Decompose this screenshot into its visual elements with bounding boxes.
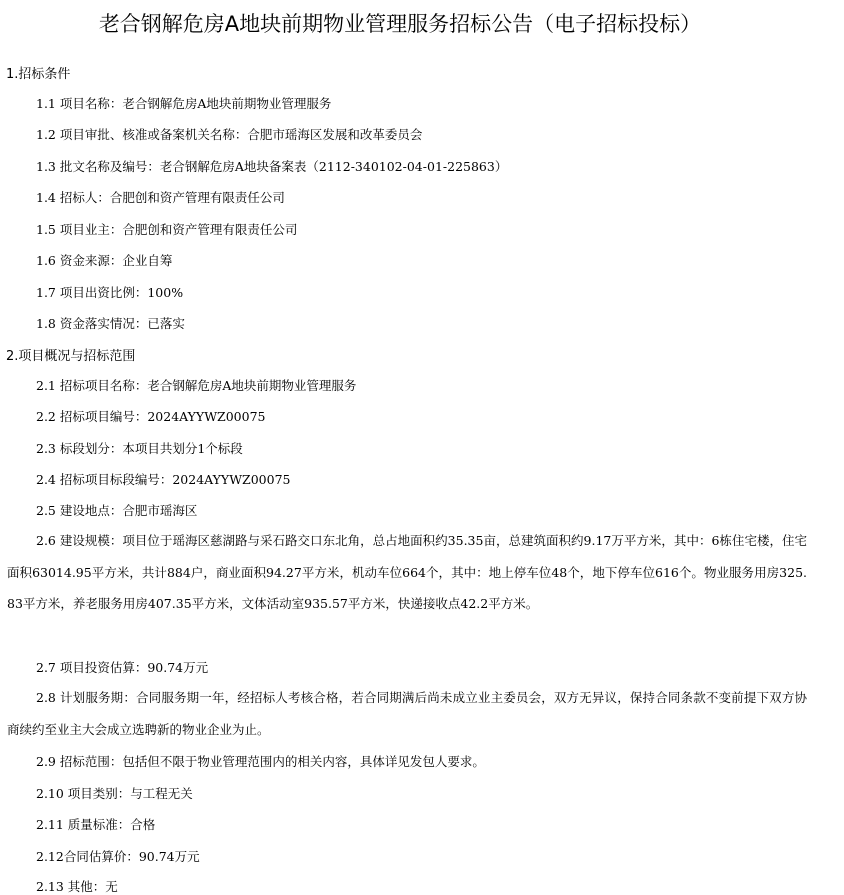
section-heading-project-overview: 2.项目概况与招标范围 <box>6 349 136 364</box>
item-1-8: 1.8 资金落实情况：已落实 <box>36 316 185 331</box>
item-2-13: 2.13 其他：无 <box>36 879 118 894</box>
item-2-5: 2.5 建设地点：合肥市瑶海区 <box>36 503 198 518</box>
item-1-4: 1.4 招标人：合肥创和资产管理有限责任公司 <box>36 190 285 205</box>
section-heading-bidding-conditions: 1.招标条件 <box>6 67 71 82</box>
item-2-10: 2.10 项目类别：与工程无关 <box>36 786 193 801</box>
item-2-4: 2.4 招标项目标段编号：2024AYYWZ00075 <box>36 472 291 487</box>
item-2-3: 2.3 标段划分：本项目共划分1个标段 <box>36 441 243 456</box>
item-1-3: 1.3 批文名称及编号：老合钢解危房A地块备案表（2112-340102-04-01-225863） <box>36 159 508 174</box>
item-2-9: 2.9 招标范围：包括但不限于物业管理范围内的相关内容，具体详见发包人要求。 <box>36 754 485 769</box>
item-2-6-paragraph: 2.6 建设规模：项目位于瑶海区慈湖路与采石路交口东北角，总占地面积约35.35亩，总建筑面积约9.17万平方米，其中：6栋住宅楼，住宅面积63014.95平方米，共计884户，商业面积94.27平方米，机动车位664个，其中：地上停车位48个，地下停车位616个。物业服务用房325.83平方米，养老服务用房407.35平方米，文体活动室935.57平方米，快递接收点42.2平方米。 <box>7 533 807 611</box>
item-2-11: 2.11 质量标准：合格 <box>36 817 156 832</box>
item-2-8-paragraph: 2.8 计划服务期：合同服务期一年，经招标人考核合格，若合同期满后尚未成立业主委员会，双方无异议，保持合同条款不变前提下双方协商续约至业主大会成立选聘新的物业企业为止。 <box>7 690 807 737</box>
item-1-2: 1.2 项目审批、核准或备案机关名称：合肥市瑶海区发展和改革委员会 <box>36 127 423 142</box>
item-2-7: 2.7 项目投资估算：90.74万元 <box>36 660 209 675</box>
item-1-5: 1.5 项目业主：合肥创和资产管理有限责任公司 <box>36 222 298 237</box>
item-1-7: 1.7 项目出资比例：100% <box>36 285 184 300</box>
item-1-1: 1.1 项目名称：老合钢解危房A地块前期物业管理服务 <box>36 96 332 111</box>
item-2-1: 2.1 招标项目名称：老合钢解危房A地块前期物业管理服务 <box>36 378 357 393</box>
item-1-6: 1.6 资金来源：企业自筹 <box>36 253 173 268</box>
item-2-12: 2.12合同估算价：90.74万元 <box>36 849 200 864</box>
document-title: 老合钢解危房A地块前期物业管理服务招标公告（电子招标投标） <box>98 12 702 36</box>
item-2-2: 2.2 招标项目编号：2024AYYWZ00075 <box>36 409 266 424</box>
